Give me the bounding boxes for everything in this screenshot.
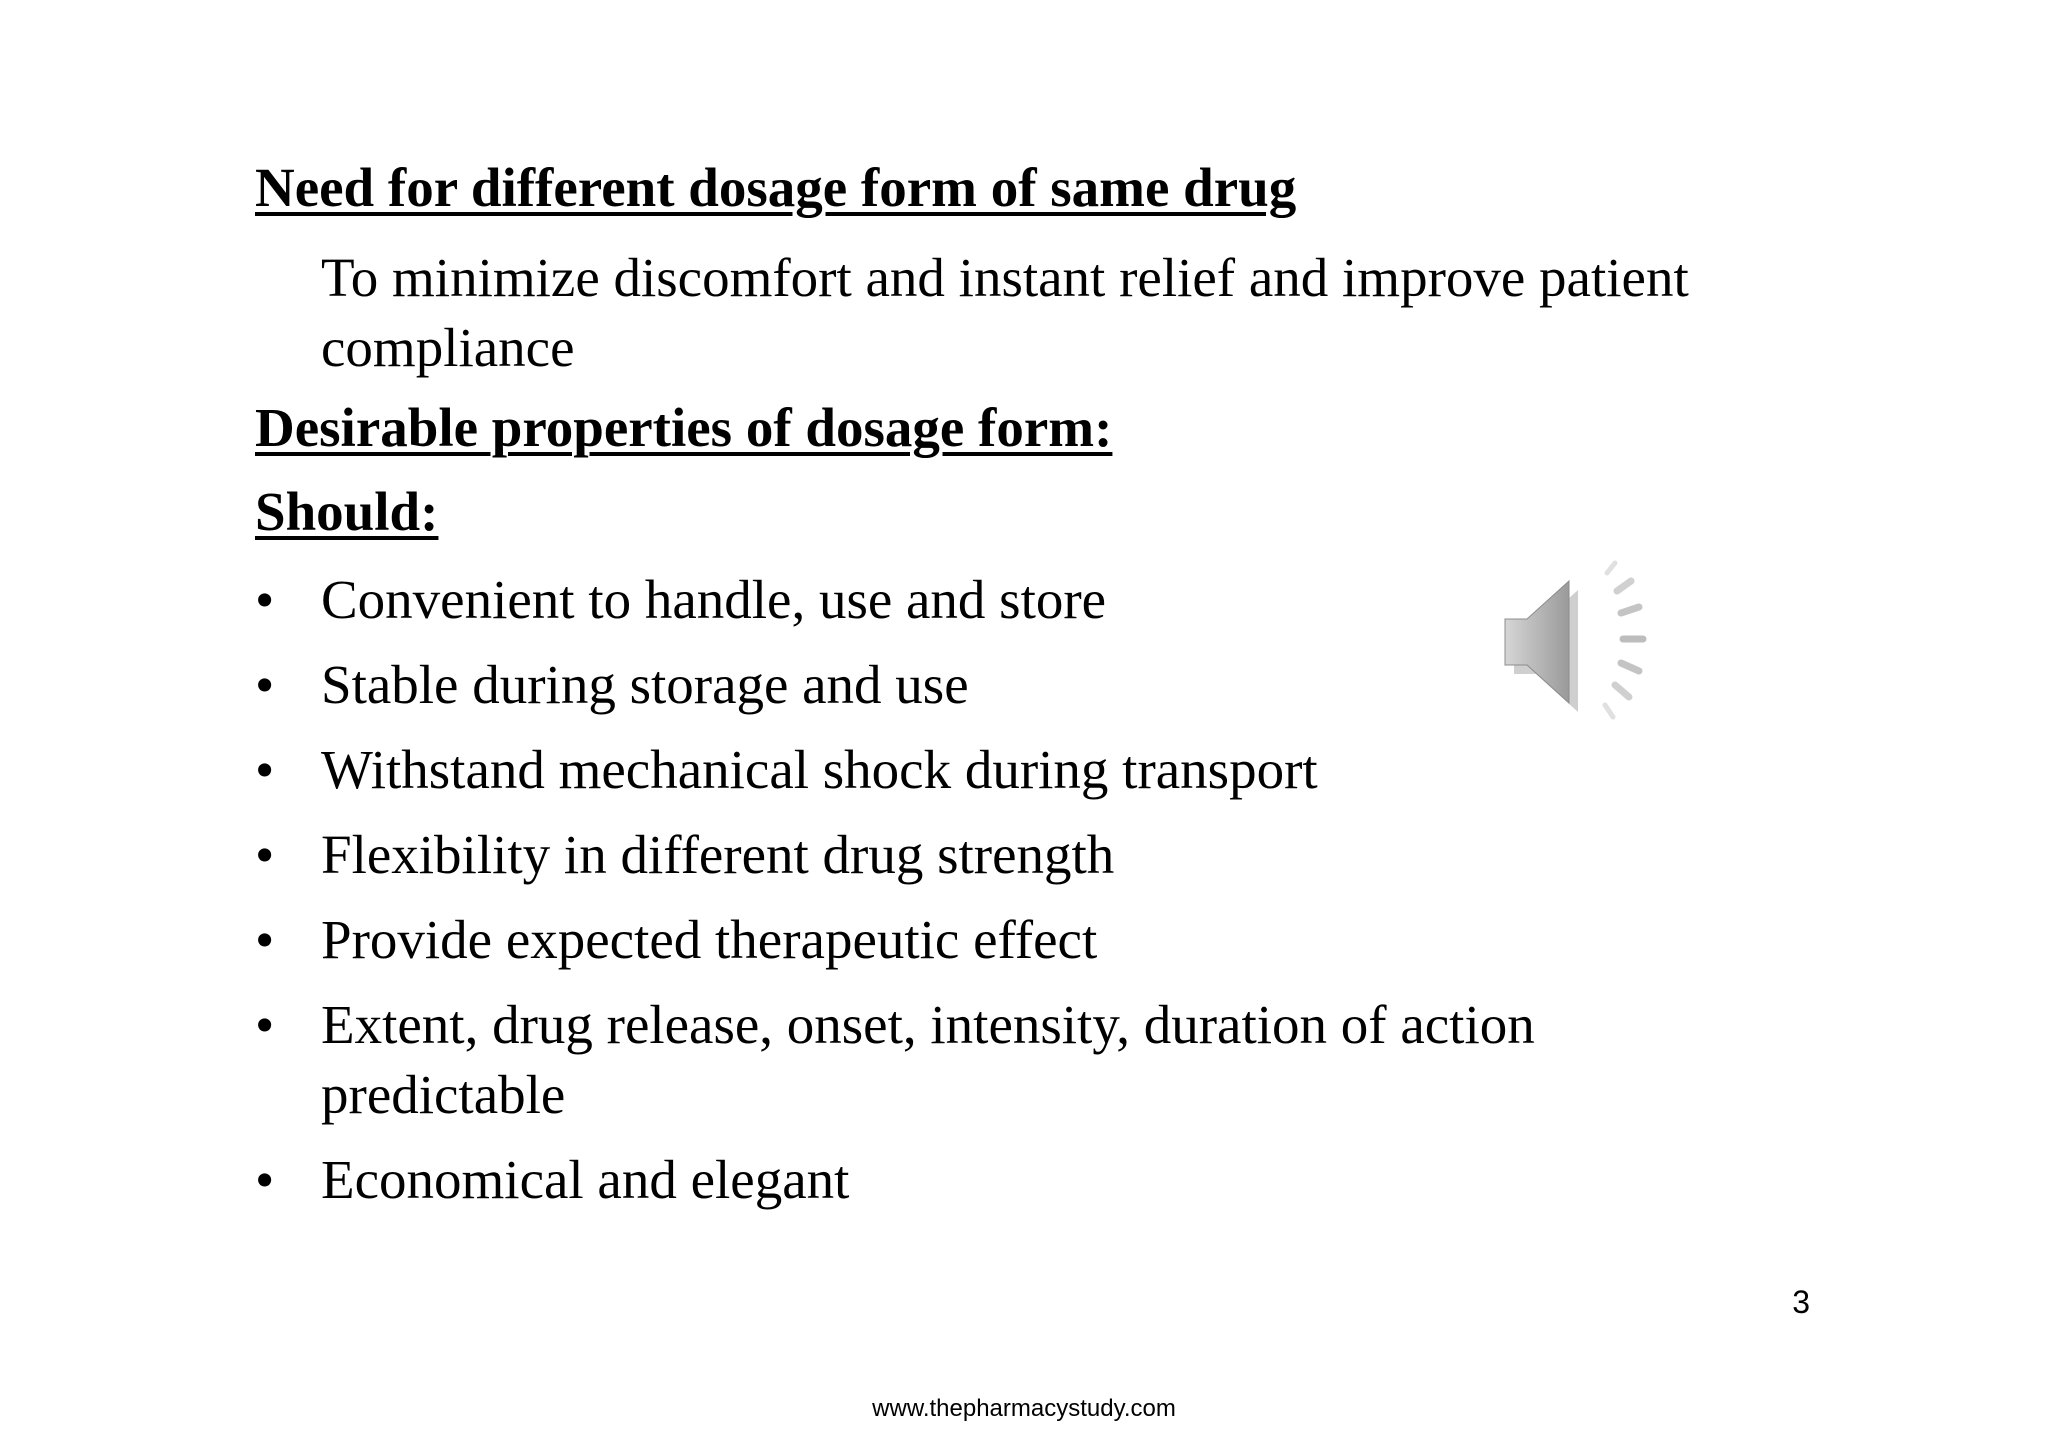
list-item-text: Withstand mechanical shock during transport (321, 739, 1318, 800)
speaker-icon[interactable] (1495, 555, 1680, 740)
bullet-marker: • (255, 654, 275, 715)
list-item-text: Stable during storage and use (321, 654, 969, 715)
heading-desirable-properties: Desirable properties of dosage form: (255, 397, 1113, 458)
properties-list (255, 565, 1655, 1230)
list-item (255, 650, 1655, 720)
bullet-marker: • (255, 739, 275, 800)
bullet-marker: • (255, 994, 275, 1055)
page-number: 3 (1792, 1284, 1810, 1320)
list-item-text: Extent, drug release, onset, intensity, duration of action predictable (321, 994, 1535, 1125)
list-item (255, 905, 1655, 975)
list-item-text: Flexibility in different drug strength (321, 824, 1115, 885)
list-item (255, 820, 1655, 890)
bullet-marker: • (255, 909, 275, 970)
bullet-marker: • (255, 569, 275, 630)
heading-need-for-dosage-forms: Need for different dosage form of same drug (255, 157, 1297, 218)
list-item-text: Economical and elegant (321, 1149, 850, 1210)
heading-should: Should: (255, 481, 439, 542)
bullet-marker: • (255, 824, 275, 885)
list-item (255, 735, 1655, 805)
list-item (255, 565, 1655, 635)
list-item-text: Convenient to handle, use and store (321, 569, 1107, 630)
bullet-marker: • (255, 1149, 275, 1210)
list-item (255, 990, 1655, 1130)
list-item-text: Provide expected therapeutic effect (321, 909, 1098, 970)
list-item (255, 1145, 1655, 1215)
need-description: To minimize discomfort and instant relief and improve patient compliance (321, 247, 1689, 378)
footer-url[interactable]: www.thepharmacystudy.com (872, 1395, 1176, 1422)
